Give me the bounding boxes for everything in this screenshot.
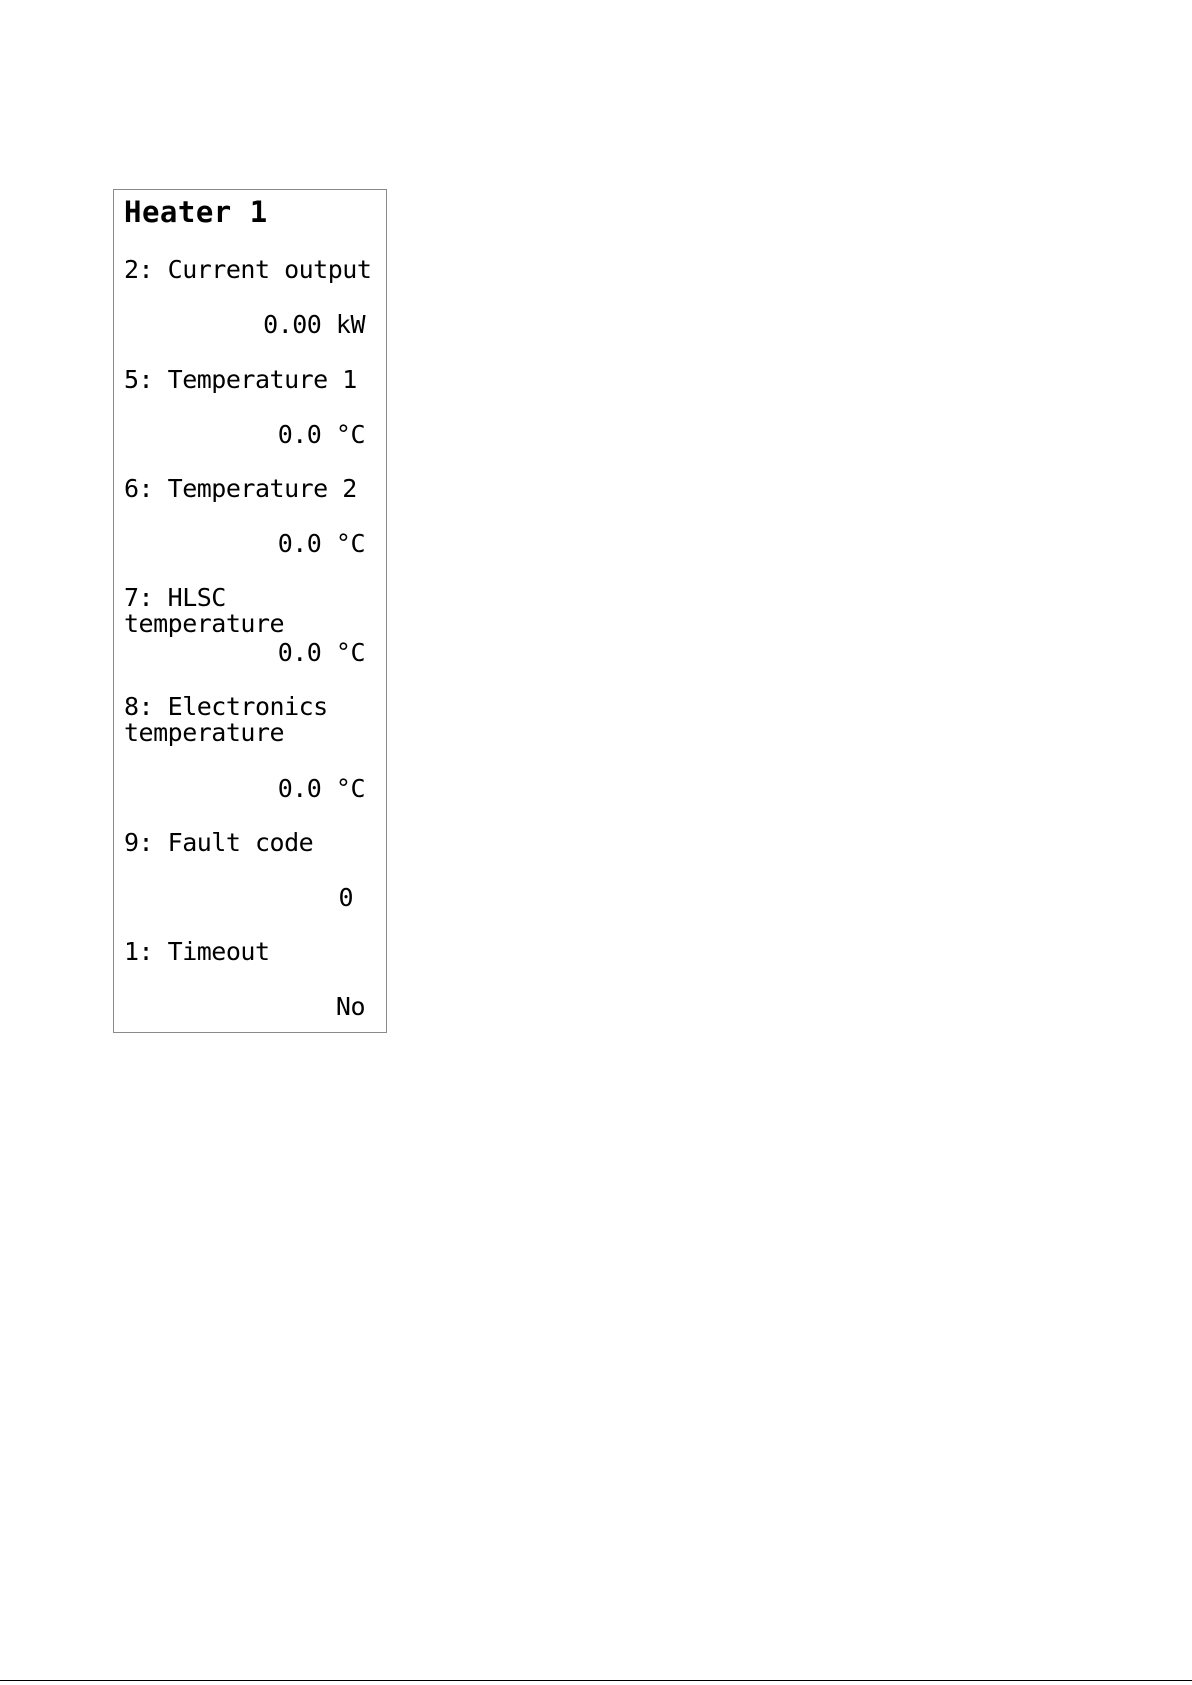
param-value-timeout: No [335, 992, 365, 1021]
heater-display-panel [113, 189, 387, 1033]
param-value-temperature-2: 0.0 °C [277, 529, 365, 558]
param-value-temperature-1: 0.0 °C [277, 420, 365, 449]
param-label-fault-code: 9: Fault code [124, 828, 314, 857]
screen-title: Heater 1 [124, 195, 268, 229]
param-label-timeout: 1: Timeout [124, 937, 270, 966]
page-bottom-rule [0, 1680, 1192, 1681]
param-value-hlsc-temperature: 0.0 °C [277, 638, 365, 667]
param-label-electronics-temperature: 8: Electronics temperature [124, 692, 328, 747]
param-label-current-output: 2: Current output [124, 255, 372, 284]
param-value-electronics-temperature: 0.0 °C [277, 774, 365, 803]
param-label-hlsc-temperature: 7: HLSC temperature [124, 583, 285, 638]
param-value-fault-code: 0 [338, 883, 353, 912]
param-label-temperature-2: 6: Temperature 2 [124, 474, 357, 503]
param-label-temperature-1: 5: Temperature 1 [124, 365, 357, 394]
param-value-current-output: 0.00 kW [263, 310, 365, 339]
